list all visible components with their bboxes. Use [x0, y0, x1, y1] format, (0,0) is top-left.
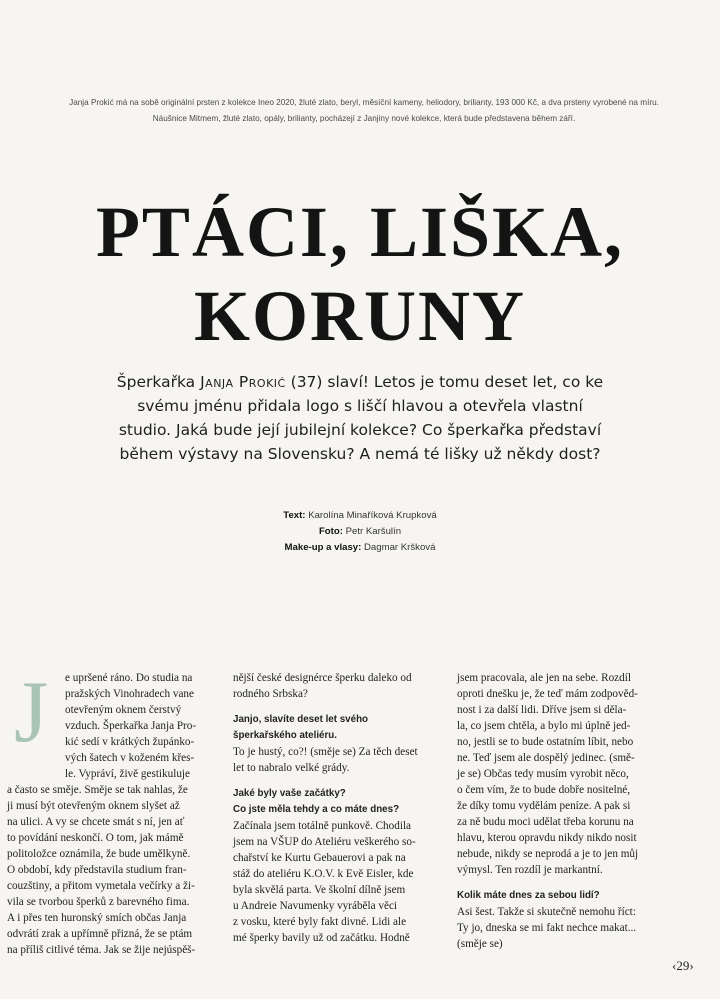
text-line: otevřeným oknem čerstvý [65, 704, 182, 716]
text-line: jsem na VŠUP do Ateliéru veškerého so- [233, 836, 416, 848]
text-line: Asi šest. Takže si skutečně nemohu říct: [457, 906, 636, 918]
text-line: a často se směje. Směje se tak nahlas, že [7, 784, 188, 796]
text-line: mé šperky bavily už od začátku. Hodně [233, 932, 410, 944]
text-line: na příliš citlivé téma. Jak se žije nejúspěš- [7, 944, 196, 956]
credit-label: Text: [283, 510, 306, 521]
text-line: nější české designérce šperku daleko od [233, 672, 412, 684]
caption-line: Náušnice Mitmem, žluté zlato, opály, brilianty, pocházejí z Janjiny nové kolekce, která bude představena během září. [152, 114, 576, 123]
interview-question: Kolik máte dnes za sebou lidí? [457, 890, 600, 901]
text-column-2 [233, 670, 443, 946]
interview-question: Co jste měla tehdy a co máte dnes? [233, 804, 400, 815]
text-line: e upršené ráno. Do studia na [65, 672, 193, 684]
lead-name: Janja Prokić [200, 373, 286, 391]
text-line: kić sedí v krátkých župánko- [65, 736, 195, 748]
text-line: no, jestli se to bude ostatním líbit, nebo [457, 736, 634, 748]
credit-value: Petr Karšulín [345, 526, 402, 537]
text-line: ji musí být otevřeným oknem slyšet až [7, 800, 180, 812]
text-line: jsem pracovala, ale jen na sebe. Rozdíl [457, 672, 631, 684]
text-line: (směje se) [457, 938, 503, 950]
text-line: vých šatech v koženém křes- [65, 752, 195, 764]
text-line: couzštiny, a přitom vymetala večírky a ži- [7, 880, 195, 892]
title-line: KORUNY [194, 276, 526, 356]
text-line: nost i za další lidi. Dříve jsem si děla- [457, 704, 627, 716]
text-line: Začínala jsem totálně punkově. Chodila [233, 820, 412, 832]
title-line: PTÁCI, LIŠKA, [95, 192, 625, 272]
text-line: Ty jo, dneska se mi fakt nechce makat... [457, 922, 637, 934]
text-line: že díky tomu vydělám peníze. A pak si [457, 800, 631, 812]
text-line: A i přes ten huronský smích občas Janja [7, 912, 187, 924]
text-line: z vosku, které byly fakt divné. Lidi ale [233, 916, 407, 928]
text-line: byla skvělá parta. Ve školní dílně jsem [233, 884, 406, 896]
text-line: politoložce oznámila, že bude umělkyně. [7, 848, 191, 860]
photo-caption [34, 95, 694, 127]
text-line: vila se tvorbou šperků z barevného fima. [7, 896, 190, 908]
text-line: pražských Vinohradech vane [65, 688, 194, 700]
caption-line: Janja Prokić má na sobě originální prsten z kolekce Ineo 2020, žluté zlato, beryl, měsíční kameny, heliodory, brilianty, 193 000 Kč, a dva prsteny vyrobené na míru. [69, 98, 659, 107]
interview-question: Janjo, slavíte deset let svého [233, 714, 369, 725]
credit-label: Make-up a vlasy: [284, 542, 362, 553]
credit-value: Dagmar Kršková [364, 542, 436, 553]
text-line: to povídání neskončí. O tom, jak mámě [7, 832, 184, 844]
text-line: u Andreie Navumenky vyráběla věci [233, 900, 398, 912]
lead-text: Šperkařka [116, 373, 201, 391]
text-line: stáž do ateliéru K.O.V. k Evě Eisler, kde [233, 868, 414, 880]
page-number: ‹29› [672, 958, 694, 973]
credit-value: Karolína Minaříková Krupková [308, 510, 437, 521]
text-line: za ně budu moci udělat třeba korunu na [457, 816, 634, 828]
credit-label: Foto: [318, 526, 343, 537]
text-line: rodného Srbska? [233, 688, 308, 700]
text-line: hlavu, kterou opravdu nikdy nikdo nosit [457, 832, 637, 844]
text-line: le. Vypráví, živě gestikuluje [65, 768, 191, 780]
text-column-3 [457, 670, 667, 952]
interview-question: Jaké byly vaše začátky? [233, 788, 346, 799]
text-line: nebude, nikdy se neprodá a je to jen můj [457, 848, 639, 860]
lead-text: (37) slaví! Letos je tomu deset let, co ke svému jménu přidala logo s liščí hlavou a otevřela vlastní studio. Jaká bude její jubilejní kolekce? Co šperkařka představí během výstavy na Slovensku? A nemá té lišky už někdy dost? [118, 373, 604, 463]
text-line: vzduch. Šperkařka Janja Pro- [65, 720, 197, 732]
text-line: ne. Teď jsem ale dospělý jedinec. (smě- [457, 752, 635, 764]
article-credits [160, 508, 560, 556]
article-lead [115, 370, 605, 466]
text-line: odvrátí zrak a upřímně přizná, že se ptám [7, 928, 193, 940]
text-line: oproti dnešku je, že teď mám zodpověd- [457, 688, 638, 700]
text-line: la, co jsem chtěla, a bylo mi úplně jed- [457, 720, 631, 732]
text-line: o čem vím, že to bude dobře nositelné, [457, 784, 631, 796]
text-line: na ulici. A vy se chcete smát s ní, jen ať [7, 816, 185, 828]
text-line: To je hustý, co?! (směje se) Za těch deset [233, 746, 418, 758]
text-line: chařství ke Kurtu Gebauerovi a pak na [233, 852, 406, 864]
text-line: výmysl. Ten rozdíl je markantní. [457, 864, 603, 876]
text-line: let to nabralo velké grády. [233, 762, 350, 774]
drop-cap: J [14, 664, 49, 761]
text-line: je se) Občas tedy musím vyrobit něco, [457, 768, 629, 780]
text-line: O období, kdy představila studium fran- [7, 864, 187, 876]
article-title [0, 190, 720, 358]
interview-question: šperkařského ateliéru. [233, 730, 338, 741]
text-column-1 [7, 664, 217, 958]
